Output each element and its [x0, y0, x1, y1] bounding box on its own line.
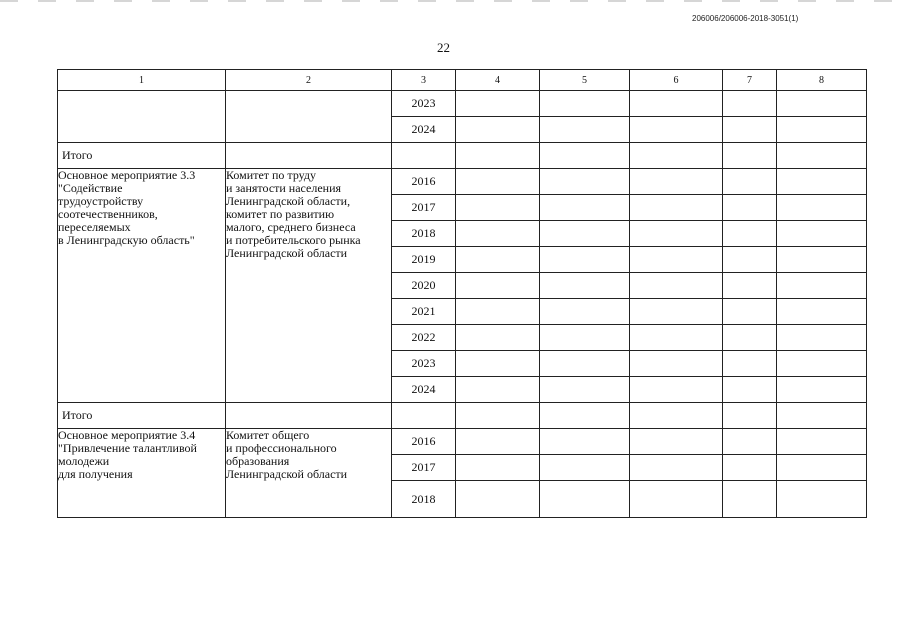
year-cell: 2023 — [392, 91, 456, 117]
header-cell: 2 — [226, 70, 392, 91]
year-cell: 2018 — [392, 481, 456, 518]
executor-3-3-cell: Комитет по труду и занятости населения Ленинградской области, комитет по развитию малого, среднего бизнеса и потребительского рынка Ленинградской области — [226, 169, 392, 403]
measure-3-4-cell: Основное мероприятие 3.4 "Привлечение талантливой молодежи для получения — [58, 429, 226, 518]
year-cell: 2018 — [392, 221, 456, 247]
executor-3-4-cell: Комитет общего и профессионального образования Ленинградской области — [226, 429, 392, 518]
header-cell: 5 — [540, 70, 630, 91]
year-cell: 2023 — [392, 351, 456, 377]
header-cell: 4 — [456, 70, 540, 91]
measure-3-3-cell: Основное мероприятие 3.3 "Содействие трудоустройству соотечественников, переселяемых в Ленинградскую область" — [58, 169, 226, 403]
document-id: 206006/206006-2018-3051(1) — [692, 14, 799, 23]
total-label: Итого — [58, 143, 226, 169]
year-cell: 2016 — [392, 169, 456, 195]
program-table — [57, 69, 867, 518]
year-cell: 2016 — [392, 429, 456, 455]
header-cell: 6 — [630, 70, 723, 91]
year-cell: 2022 — [392, 325, 456, 351]
year-cell: 2024 — [392, 117, 456, 143]
table-row — [58, 91, 867, 117]
total-label: Итого — [58, 403, 226, 429]
header-cell: 1 — [58, 70, 226, 91]
year-cell: 2017 — [392, 455, 456, 481]
table-row — [58, 429, 867, 455]
year-cell: 2021 — [392, 299, 456, 325]
year-cell: 2024 — [392, 377, 456, 403]
year-cell: 2017 — [392, 195, 456, 221]
header-cell: 3 — [392, 70, 456, 91]
header-row — [58, 70, 867, 91]
header-cell: 8 — [777, 70, 867, 91]
total-row — [58, 403, 867, 429]
table-row — [58, 169, 867, 195]
total-row — [58, 143, 867, 169]
header-cell: 7 — [723, 70, 777, 91]
year-cell: 2020 — [392, 273, 456, 299]
executor-cell-continued — [226, 91, 392, 143]
measure-cell-continued — [58, 91, 226, 143]
page-number: 22 — [437, 40, 450, 55]
scan-top-edge — [0, 0, 905, 2]
year-cell: 2019 — [392, 247, 456, 273]
